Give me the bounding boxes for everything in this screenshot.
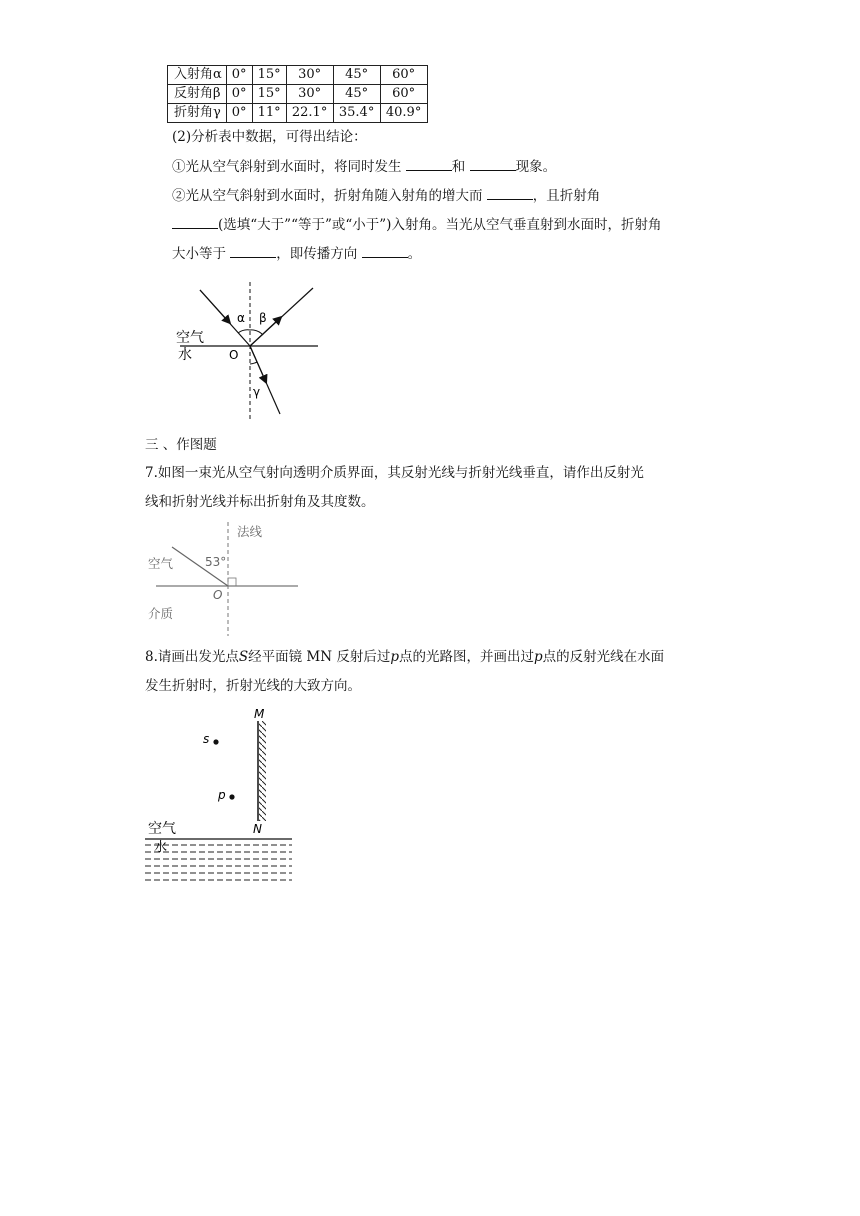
point-p-ref: p <box>534 649 543 665</box>
mirror-diagram <box>142 703 297 888</box>
table-row <box>168 104 428 123</box>
table-cell: 11° <box>252 104 286 123</box>
normal-label: 法线 <box>237 524 263 539</box>
table-cell: 45° <box>333 66 380 85</box>
q6-c2-text-c: (选填“大于”“等于”或“小于”)入射角。当光从空气垂直射到水面时，折射角 <box>218 217 662 233</box>
answer-blank[interactable] <box>406 158 452 171</box>
q8-text-d: 点的反射光线在水面 <box>542 649 665 665</box>
table-cell: 60° <box>380 66 427 85</box>
q6-c2-text-f: 。 <box>407 246 422 262</box>
refracted-arrow <box>250 346 265 380</box>
table-cell: 0° <box>226 85 252 104</box>
gamma-label: γ <box>253 385 261 399</box>
answer-blank[interactable] <box>470 158 516 171</box>
table-cell: 30° <box>286 85 333 104</box>
q6-c1-text-a: ①光从空气斜射到水面时，将同时发生 <box>172 159 402 175</box>
table-cell: 22.1° <box>286 104 333 123</box>
q8-text-c: 点的光路图，并画出过 <box>399 649 535 665</box>
angle-data-table <box>167 65 428 123</box>
water-label: 水 <box>154 840 168 855</box>
label-n: N <box>253 822 262 836</box>
q6-conclusion-2-line2 <box>172 216 661 234</box>
table-cell: 反射角β <box>168 85 227 104</box>
answer-blank[interactable] <box>230 245 276 258</box>
table-cell: 15° <box>252 66 286 85</box>
interface-diagram <box>140 520 305 638</box>
beta-label: β <box>259 311 267 325</box>
section-heading: 三 、作图题 <box>145 437 217 453</box>
q6-subquestion-2: (2)分析表中数据，可得出结论： <box>172 129 367 145</box>
q6-c1-text-b: 和 <box>451 159 466 175</box>
q6-conclusion-1 <box>172 158 556 176</box>
table-cell: 35.4° <box>333 104 380 123</box>
label-s: s <box>203 732 210 746</box>
mirror-hatch <box>259 721 266 821</box>
refraction-diagram <box>170 280 330 425</box>
q8-text-b: 经平面镜 MN 反射后过 <box>248 649 391 665</box>
q8-text-line1 <box>145 648 664 666</box>
table-cell: 40.9° <box>380 104 427 123</box>
alpha-label: α <box>237 311 245 325</box>
origin-label: O <box>213 588 223 602</box>
q6-c2-text-d: 大小等于 <box>172 246 226 262</box>
air-label: 空气 <box>176 330 204 346</box>
table-cell: 15° <box>252 85 286 104</box>
medium-label: 介质 <box>148 606 174 621</box>
right-angle-mark <box>228 578 236 586</box>
table-cell: 60° <box>380 85 427 104</box>
q7-text-line2: 线和折射光线并标出折射角及其度数。 <box>145 494 375 510</box>
q7-text-line1: 7.如图一束光从空气射向透明介质界面，其反射光线与折射光线垂直，请作出反射光 <box>145 465 644 481</box>
origin-label: O <box>229 348 239 362</box>
table-cell: 45° <box>333 85 380 104</box>
table-cell: 30° <box>286 66 333 85</box>
answer-blank[interactable] <box>362 245 408 258</box>
table-cell: 0° <box>226 66 252 85</box>
water-lines <box>145 845 292 880</box>
answer-blank[interactable] <box>172 216 218 229</box>
q6-c1-text-c: 现象。 <box>515 159 557 175</box>
table-row <box>168 85 428 104</box>
label-p: p <box>218 788 226 802</box>
angle-alpha-arc <box>238 330 250 333</box>
angle-label: 53° <box>205 555 227 569</box>
q6-c2-text-a: ②光从空气斜射到水面时，折射角随入射角的增大而 <box>172 188 483 204</box>
table-row <box>168 66 428 85</box>
point-p-ref: p <box>390 649 400 665</box>
q8-text-line2: 发生折射时，折射光线的大致方向。 <box>145 678 361 694</box>
air-label: 空气 <box>148 556 174 571</box>
answer-blank[interactable] <box>487 187 533 200</box>
label-m: M <box>254 707 265 721</box>
angle-beta-arc <box>250 330 263 335</box>
q8-text-a: 8.请画出发光点 <box>145 649 239 665</box>
point-p <box>229 794 234 799</box>
q6-conclusion-2-line3 <box>172 245 421 263</box>
point-s <box>213 739 218 744</box>
table-cell: 入射角α <box>168 66 227 85</box>
angle-gamma-arc <box>250 362 257 364</box>
point-s-ref: S <box>238 649 249 665</box>
q6-c2-text-b: ，且折射角 <box>532 188 601 204</box>
table-cell: 折射角γ <box>168 104 227 123</box>
air-label: 空气 <box>148 821 176 837</box>
table-cell: 0° <box>226 104 252 123</box>
q6-conclusion-2-line1 <box>172 187 600 205</box>
q6-c2-text-e: ，即传播方向 <box>276 246 358 262</box>
water-label: 水 <box>178 347 192 363</box>
incident-arrow <box>200 290 228 321</box>
